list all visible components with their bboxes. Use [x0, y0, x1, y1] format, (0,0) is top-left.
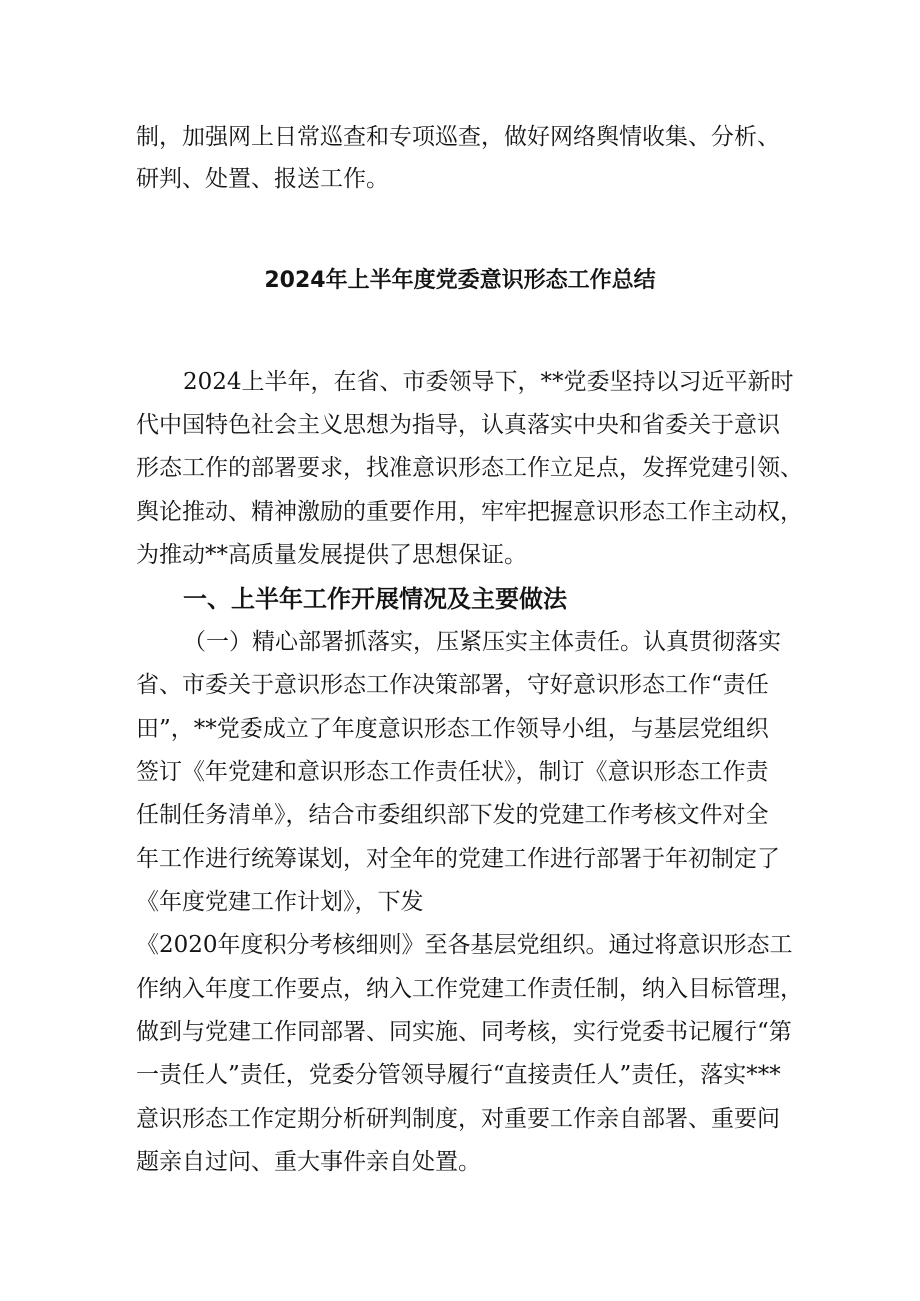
paragraph-line: 任制任务清单》，结合市委组织部下发的党建工作考核文件对全 — [136, 802, 769, 828]
paragraph-line: 意识形态工作定期分析研判制度，对重要工作亲自部署、重要问 — [136, 1106, 780, 1132]
paragraph-line: 做到与党建工作同部署、同实施、同考核，实行党委书记履行“第 — [136, 1019, 792, 1045]
paragraph-line: 《2020年度积分考核细则》至各基层党组织。通过将意识形态工 — [136, 932, 793, 958]
paragraph-line: 一责任人”责任，党委分管领导履行“直接责任人”责任，落实*** — [136, 1062, 781, 1088]
paragraph-line: 舆论推动、精神激励的重要作用，牢牢把握意识形态工作主动权， — [136, 499, 803, 525]
paragraph-line: 省、市委关于意识形态工作决策部署，守好意识形态工作“责任 — [136, 672, 769, 698]
paragraph-line: 《年度党建工作计划》，下发 — [136, 889, 424, 915]
paragraph-line: 为推动**高质量发展提供了思想保证。 — [136, 542, 527, 568]
paragraph-line: 研判、处置、报送工作。 — [136, 166, 389, 192]
section-heading: 一、上半年工作开展情况及主要做法 — [183, 585, 567, 613]
paragraph-line: 作纳入年度工作要点，纳入工作党建工作责任制，纳入目标管理， — [136, 976, 803, 1002]
paragraph-line: 田”，**党委成立了年度意识形态工作领导小组，与基层党组织 — [136, 716, 769, 742]
document-title: 2024年上半年度党委意识形态工作总结 — [264, 268, 656, 293]
paragraph-line: 2024上半年，在省、市委领导下，**党委坚持以习近平新时 — [183, 369, 794, 395]
paragraph-line: 题亲自过问、重大事件亲自处置。 — [136, 1149, 481, 1175]
paragraph-line: 签订《年党建和意识形态工作责任状》，制订《意识形态工作责 — [136, 759, 769, 785]
paragraph-line: 代中国特色社会主义思想为指导，认真落实中央和省委关于意识 — [136, 412, 780, 438]
paragraph-line: 制，加强网上日常巡查和专项巡查，做好网络舆情收集、分析、 — [136, 124, 780, 150]
paragraph-line: 形态工作的部署要求，找准意识形态工作立足点，发挥党建引领、 — [136, 455, 803, 481]
paragraph-line: （一）精心部署抓落实，压紧压实主体责任。认真贯彻落实 — [183, 629, 781, 655]
paragraph-line: 年工作进行统筹谋划，对全年的党建工作进行部署于年初制定了 — [136, 846, 780, 872]
